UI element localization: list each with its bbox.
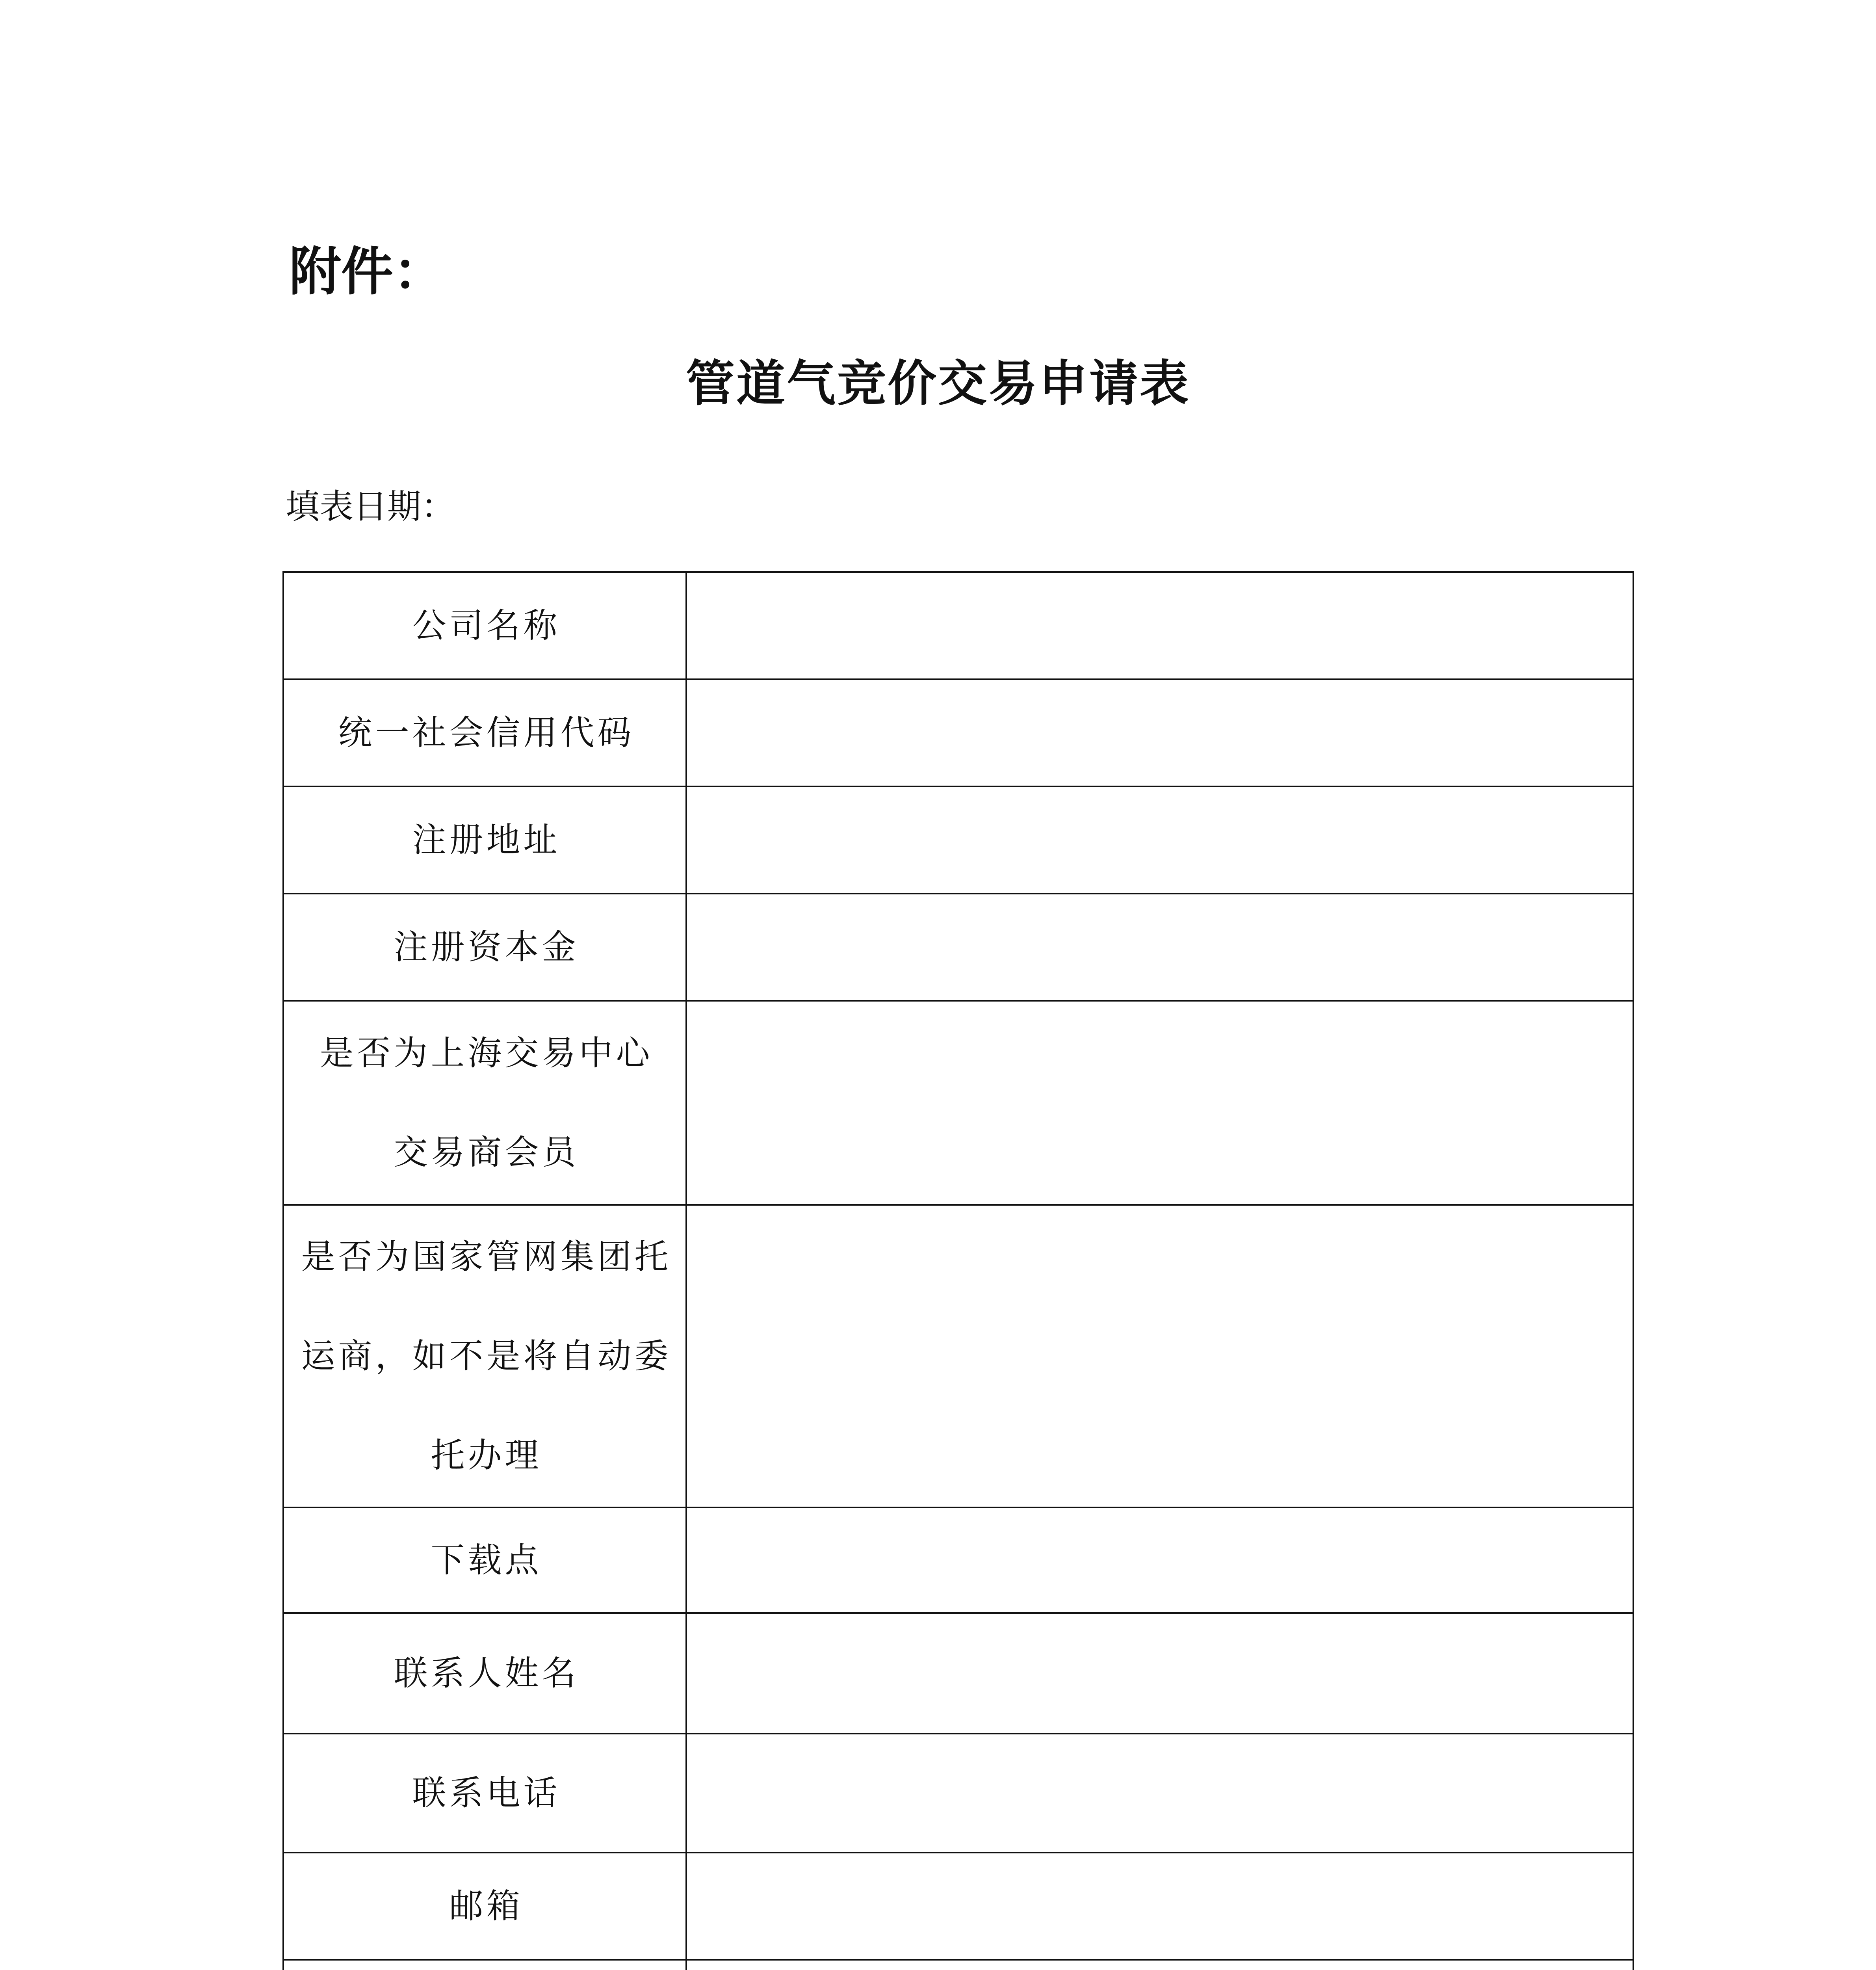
label-line: 下载点 xyxy=(431,1541,542,1580)
table-row xyxy=(283,1613,1633,1734)
label-line: 是否为国家管网集团托 xyxy=(301,1237,672,1277)
table-row xyxy=(283,1001,1633,1205)
attachment-heading: 附件： xyxy=(289,242,445,302)
exchange-member-label xyxy=(283,1001,686,1205)
registered-address-value-cell xyxy=(686,786,1633,894)
email-value-cell xyxy=(686,1853,1633,1960)
pipeline-shipper-label xyxy=(283,1205,686,1507)
remarks-value-cell xyxy=(686,1960,1633,1970)
label-line: 邮箱 xyxy=(449,1886,524,1926)
fill-date-label: 填表日期： xyxy=(286,487,455,526)
registered-address-label xyxy=(283,786,686,894)
remarks-label xyxy=(283,1960,686,1970)
exchange-member-value-cell xyxy=(686,1001,1633,1205)
label-line: 交易商会员 xyxy=(394,1133,579,1172)
contact-name-value-cell xyxy=(686,1613,1633,1734)
registered-capital-value-cell xyxy=(686,894,1633,1001)
table-row xyxy=(283,786,1633,894)
label-line: 注册地址 xyxy=(412,820,561,860)
contact-name-label xyxy=(283,1613,686,1734)
registered-capital-label xyxy=(283,894,686,1001)
contact-phone-value-cell xyxy=(686,1734,1633,1853)
label-line: 联系电话 xyxy=(412,1773,561,1813)
label-line: 公司名称 xyxy=(412,606,561,645)
table-row xyxy=(283,1205,1633,1507)
contact-phone-label xyxy=(283,1734,686,1853)
credit-code-value-cell xyxy=(686,679,1633,786)
credit-code-label xyxy=(283,679,686,786)
page-title: 管道气竞价交易申请表 xyxy=(685,355,1190,412)
table-row xyxy=(283,894,1633,1001)
table-row xyxy=(283,1853,1633,1960)
table-row xyxy=(283,1507,1633,1613)
company-name-label xyxy=(283,572,686,679)
label-line: 统一社会信用代码 xyxy=(338,713,635,753)
label-line: 注册资本金 xyxy=(394,927,579,967)
table-row xyxy=(283,572,1633,679)
table-row xyxy=(283,1960,1633,1970)
email-label xyxy=(283,1853,686,1960)
application-form-table xyxy=(282,571,1634,1970)
label-line: 联系人姓名 xyxy=(394,1654,579,1693)
label-line: 是否为上海交易中心 xyxy=(319,1033,653,1073)
download-point-label xyxy=(283,1507,686,1613)
download-point-value-cell xyxy=(686,1507,1633,1613)
label-line: 托办理 xyxy=(431,1436,542,1475)
company-name-value-cell xyxy=(686,572,1633,679)
table-row xyxy=(283,1734,1633,1853)
label-line: 运商，如不是将自动委 xyxy=(301,1336,672,1376)
pipeline-shipper-value-cell xyxy=(686,1205,1633,1507)
table-row xyxy=(283,679,1633,786)
